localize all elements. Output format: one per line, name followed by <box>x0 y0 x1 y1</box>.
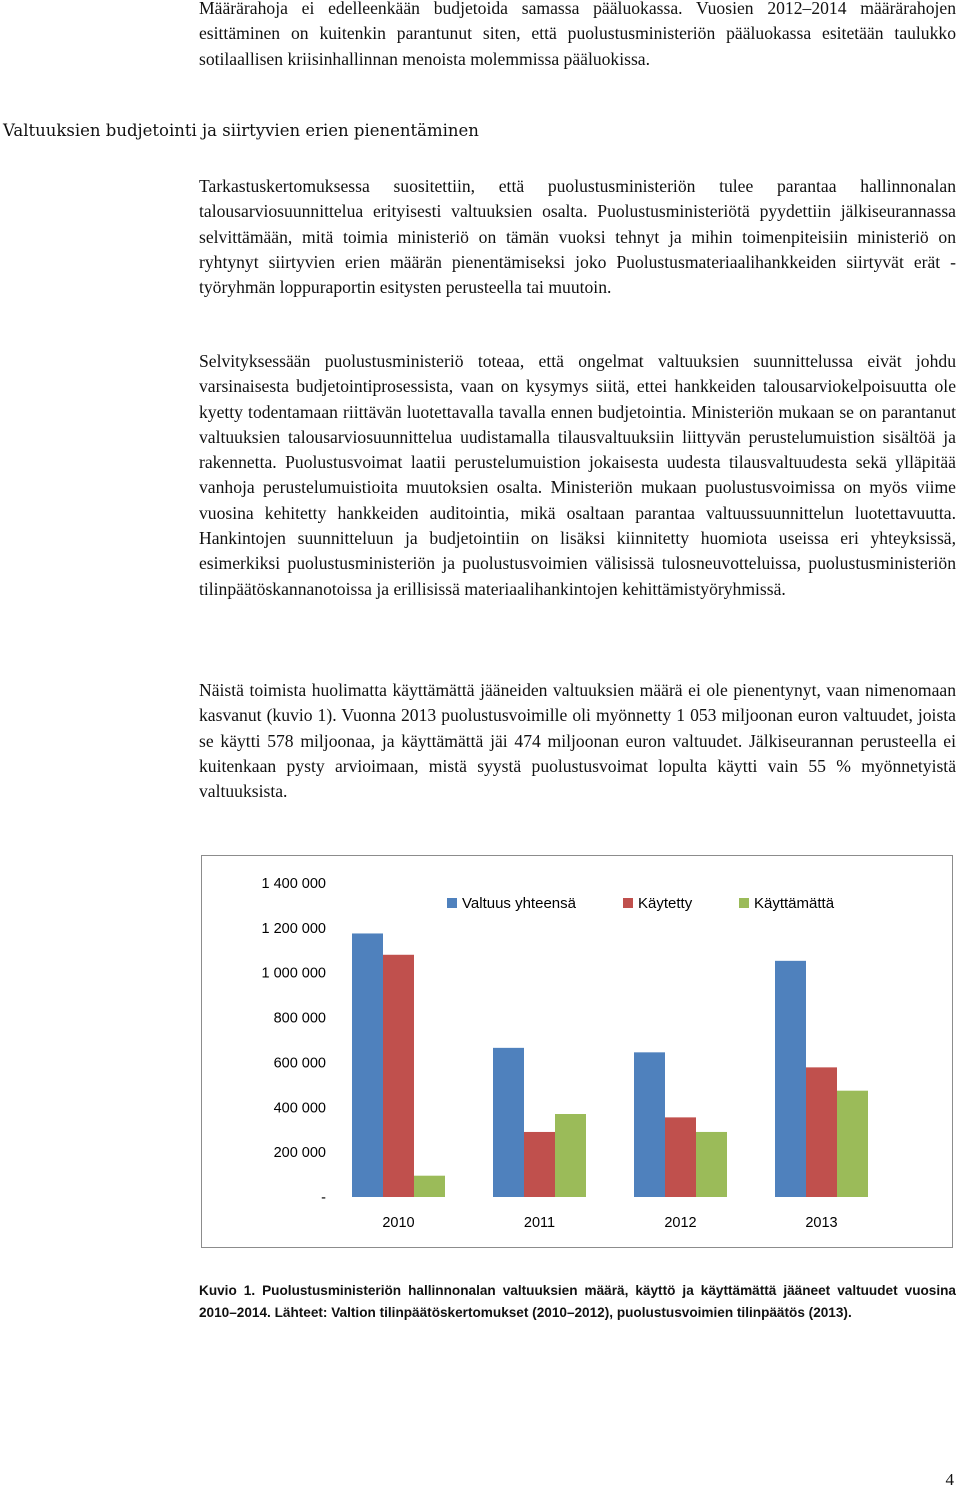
body-paragraph-1: Tarkastuskertomuksessa suositettiin, että puolustusministeriön tulee parantaa hallinnonalan talousarviosuunnittelua erityisesti valtuuksien osalta. Puolustusministeriötä pyydettiin jälkiseurannassa selvittämään, mitä toimia ministeriö on tämän vuoksi tehnyt ja mihin toimenpiteisiin ministeriö on ryhtynyt siirtyvien erien määrän pienentämiseksi joko Puolustusmateriaalihankkeiden siirtyvät erät -työryhmän loppuraportin esitysten perusteella tai muutoin. <box>199 176 956 298</box>
y-tick-label: 800 000 <box>273 1010 326 1027</box>
figure-chart <box>201 855 953 1248</box>
bar-2013-2 <box>806 1067 837 1197</box>
y-tick-label: 400 000 <box>273 1100 326 1117</box>
legend-swatch <box>447 898 457 908</box>
page-number: 4 <box>945 1470 954 1489</box>
intro-paragraph: Määrärahoja ei edelleenkään budjetoida samassa pääluokassa. Vuosien 2012–2014 määrärahojen esittäminen on kuitenkin parantunut siten, että puolustusministeriön pääluokassa esitetään taulukko sotilaallisen kriisinhallinnan menoista molemmissa pääluokissa. <box>199 0 956 69</box>
bar-2012-3 <box>696 1132 727 1197</box>
y-tick-label: 1 200 000 <box>261 920 326 937</box>
bar-2013-3 <box>837 1091 868 1197</box>
figure-caption: Kuvio 1. Puolustusministeriön hallinnonalan valtuuksien määrä, käyttö ja käyttämättä jääneet valtuudet vuosina 2010–2014. Lähteet: Valtion tilinpäätöskertomukset (2010–2012), puolustusvoimien tilinpäätös (2013). <box>199 1283 956 1320</box>
bar-2011-1 <box>493 1048 524 1197</box>
y-tick-label: 600 000 <box>273 1055 326 1072</box>
x-tick-label: 2010 <box>382 1215 415 1231</box>
bar-chart <box>202 856 952 1247</box>
x-tick-label: 2013 <box>805 1215 838 1231</box>
legend-swatch <box>623 898 633 908</box>
bar-2011-2 <box>524 1132 555 1197</box>
bar-2012-1 <box>634 1052 665 1197</box>
y-tick-label: - <box>321 1190 326 1206</box>
bar-2012-2 <box>665 1117 696 1197</box>
bar-2011-3 <box>555 1114 586 1197</box>
y-tick-label: 1 400 000 <box>261 876 326 892</box>
body-paragraph-2: Selvityksessään puolustusministeriö toteaa, että ongelmat valtuuksien suunnittelussa eivät johdu varsinaisesta budjetointiprosessista, vaan on kysymys siitä, ettei hankkeiden talousarviokelpoisuutta ole kyetty todentamaan riittävän luotettavalla tavalla ennen budjetointia. Ministeriön mukaan se on parantanut valtuuksien talousarviosuunnittelua uudistamalla tilausvaltuuksiin liittyvän perustelumuistion sisältöä ja rakennetta. Puolustusvoimat laatii perustelumuistion jokaisesta uudesta tilausvaltuudesta sekä ylläpitää vanhoja perustelumuistioita muutoksien osalta. Ministeriön mukaan puolustusvoimissa on myös viime vuosina kehitetty hankkeiden auditointia, mikä osaltaan parantaa valtuussuunnittelun luotettavuutta. Hankintojen suunnitteluun ja budjetointiin on lisäksi kiinnitetty huomiota useissa eri yhteyksissä, esimerkiksi puolustusministeriön ja puolustusvoimien välisissä tulosneuvotteluissa, puolustusministeriön tilinpäätöskannanotoissa ja erillisissä materiaalihankintojen kehittämistyöryhmissä. <box>199 351 956 599</box>
body-paragraph-3: Näistä toimista huolimatta käyttämättä jääneiden valtuuksien määrä ei ole pienentynyt, vaan nimenomaan kasvanut (kuvio 1). Vuonna 2013 puolustusvoimille oli myönnetty 1 053 miljoonan euron valtuudet, joista se käytti 578 miljoonaa, ja käyttämättä jäi 474 miljoonan euron valtuudet. Jälkiseurannan perusteella ei kuitenkaan pysty arvioimaan, mistä syystä puolustusvoimat lopulta käytti vain 55 % myönnetyistä valtuuksista. <box>199 680 956 802</box>
bar-2010-3 <box>414 1176 445 1197</box>
legend-label: Käytetty <box>638 895 693 912</box>
bar-2010-1 <box>352 933 383 1197</box>
bar-2013-1 <box>775 961 806 1197</box>
section-heading: Valtuuksien budjetointi ja siirtyvien erien pienentäminen <box>3 121 479 140</box>
legend-swatch <box>739 898 749 908</box>
legend-label: Käyttämättä <box>754 895 835 912</box>
legend-label: Valtuus yhteensä <box>462 895 576 912</box>
x-tick-label: 2012 <box>664 1215 697 1231</box>
x-tick-label: 2011 <box>523 1215 556 1231</box>
bar-2010-2 <box>383 955 414 1197</box>
y-tick-label: 1 000 000 <box>261 965 326 982</box>
y-tick-label: 200 000 <box>273 1145 326 1162</box>
